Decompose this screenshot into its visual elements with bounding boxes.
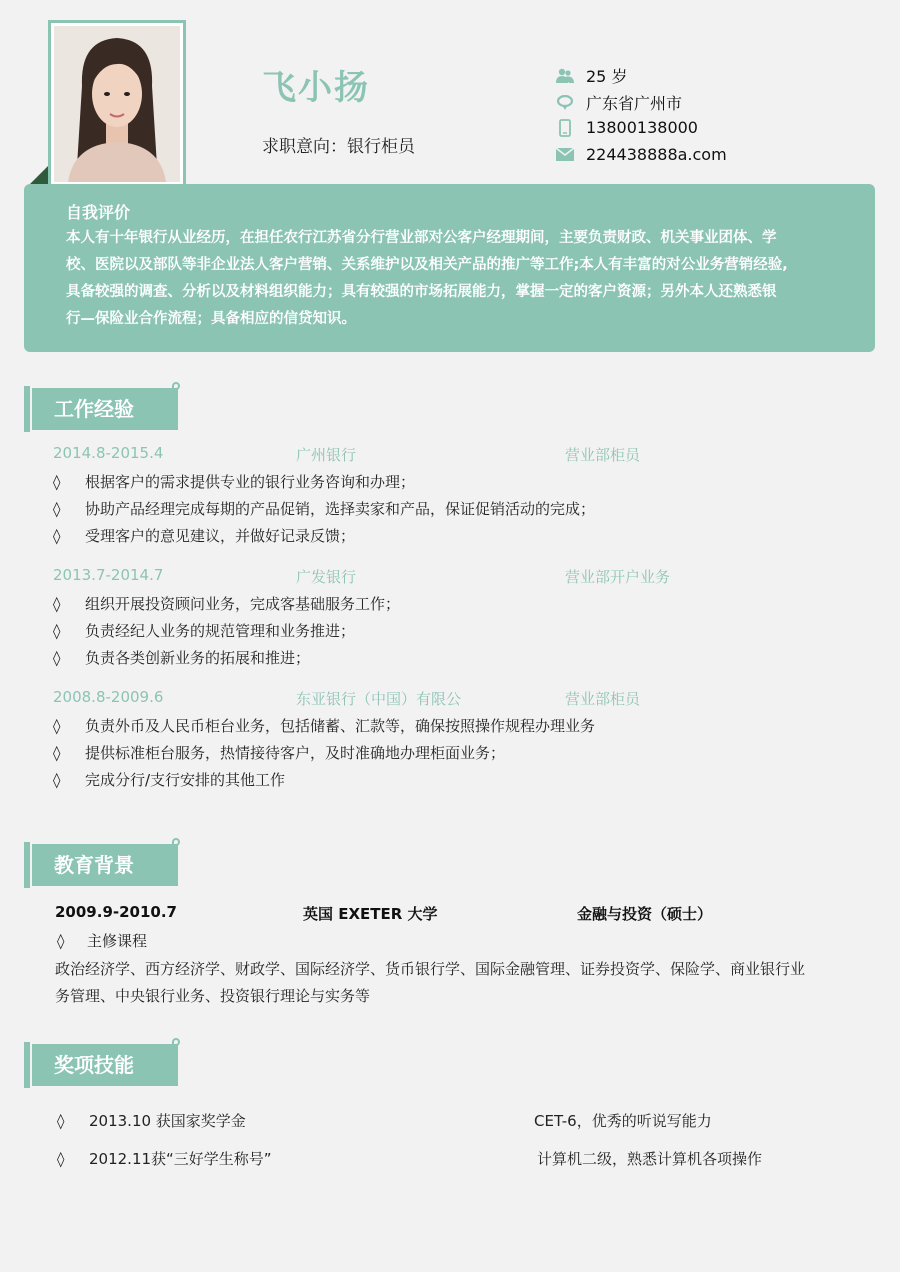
job-position: 营业部柜员 — [565, 446, 641, 464]
phone-icon — [556, 119, 574, 137]
job-company: 广州银行 — [296, 446, 357, 464]
job-company: 东亚银行（中国）有限公 — [296, 690, 462, 708]
info-email — [556, 145, 727, 164]
eval-line: 校、医院以及部队等非企业法人客户营销、关系维护以及相关产品的推广等工作;本人有丰富的对公业务营销经验, — [66, 257, 788, 273]
section-header-awards — [24, 1038, 178, 1086]
bullet-icon: ◊ — [53, 527, 61, 545]
skill-item: 计算机二级，熟悉计算机各项操作 — [537, 1150, 763, 1168]
info-age — [556, 64, 627, 87]
bullet-icon: ◊ — [53, 649, 61, 667]
bullet-icon: ◊ — [53, 717, 61, 735]
age-text: 25 岁 — [586, 67, 628, 86]
award-item: ◊ 2012.11获“三好学生称号” — [57, 1150, 272, 1168]
bullet-icon: ◊ — [57, 1112, 65, 1130]
list-item: ◊ 负责外币及人民币柜台业务，包括储蓄、汇款等，确保按照操作规程办理业务 — [53, 717, 596, 735]
info-phone — [556, 118, 698, 137]
profile-photo — [48, 20, 186, 188]
eval-line: 本人有十年银行从业经历，在担任农行江苏省分行营业部对公客户经理期间，主要负责财政、机关事业团体、学 — [66, 230, 777, 246]
eval-line: 具备较强的调查、分析以及材料组织能力；具有较强的市场拓展能力，掌握一定的客户资源；另外本人还熟悉银 — [66, 284, 777, 300]
work-section-title: 工作经验 — [32, 388, 178, 430]
bullet-icon: ◊ — [53, 622, 61, 640]
job-position: 营业部开户业务 — [565, 568, 671, 586]
courses-line: 务管理、中央银行业务、投资银行理论与实务等 — [55, 987, 371, 1005]
courses-line: 政治经济学、西方经济学、财政学、国际经济学、货币银行学、国际金融管理、证券投资学、保险学、商业银行业 — [55, 960, 806, 978]
section-header-education — [24, 838, 178, 886]
person-icon — [556, 67, 574, 85]
self-evaluation-text — [66, 225, 855, 333]
bullet-icon: ◊ — [57, 932, 65, 950]
self-evaluation-title: 自我评价 — [66, 203, 131, 222]
mail-icon — [556, 146, 574, 164]
education-section-title: 教育背景 — [32, 844, 178, 886]
list-item: ◊ 组织开展投资顾问业务，完成客基础服务工作； — [53, 595, 401, 613]
awards-section-title: 奖项技能 — [32, 1044, 178, 1086]
job-intent: 求职意向：银行柜员 — [262, 137, 415, 157]
location-text: 广东省广州市 — [586, 94, 683, 113]
list-item: ◊ 负责经纪人业务的规范管理和业务推进； — [53, 622, 356, 640]
section-header-work — [24, 382, 178, 430]
email-text: 224438888a.com — [586, 145, 727, 164]
list-item: ◊ 根据客户的需求提供专业的银行业务咨询和办理； — [53, 473, 416, 491]
phone-text: 13800138000 — [586, 118, 698, 137]
bullet-icon: ◊ — [53, 595, 61, 613]
education-degree: 金融与投资（硕士） — [577, 905, 713, 923]
list-item: ◊ 负责各类创新业务的拓展和推进； — [53, 649, 311, 667]
job-period: 2014.8-2015.4 — [53, 444, 164, 462]
job-position: 营业部柜员 — [565, 690, 641, 708]
eval-line: 行—保险业合作流程；具备相应的信贷知识。 — [66, 311, 356, 327]
bullet-icon: ◊ — [53, 500, 61, 518]
education-period: 2009.9-2010.7 — [55, 903, 177, 921]
job-company: 广发银行 — [296, 568, 357, 586]
list-item: ◊ 受理客户的意见建议，并做好记录反馈； — [53, 527, 356, 545]
candidate-name: 飞小扬 — [262, 68, 370, 108]
job-period: 2013.7-2014.7 — [53, 566, 164, 584]
list-item: ◊ 完成分行/支行安排的其他工作 — [53, 771, 286, 789]
bullet-icon: ◊ — [53, 771, 61, 789]
bullet-icon: ◊ — [53, 473, 61, 491]
bullet-icon: ◊ — [53, 744, 61, 762]
education-school: 英国 EXETER 大学 — [303, 905, 438, 923]
bullet-icon: ◊ — [57, 1150, 65, 1168]
courses-label: ◊ 主修课程 — [57, 932, 148, 950]
location-icon — [556, 94, 574, 112]
portrait-image — [54, 26, 180, 182]
list-item: ◊ 协助产品经理完成每期的产品促销，选择卖家和产品，保证促销活动的完成； — [53, 500, 596, 518]
info-location — [556, 91, 682, 114]
list-item: ◊ 提供标准柜台服务，热情接待客户，及时准确地办理柜面业务； — [53, 744, 506, 762]
self-evaluation-panel — [24, 184, 875, 352]
skill-item: CET-6，优秀的听说写能力 — [534, 1112, 712, 1130]
job-period: 2008.8-2009.6 — [53, 688, 164, 706]
award-item: ◊ 2013.10 获国家奖学金 — [57, 1112, 246, 1130]
